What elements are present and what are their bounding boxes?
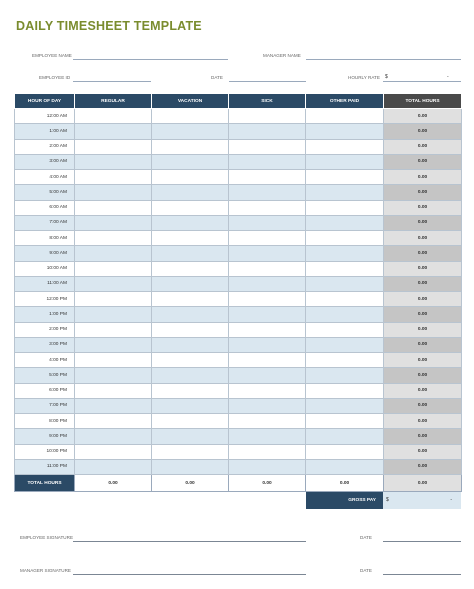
hour-cell: 10:00 AM (15, 261, 75, 276)
hour-cell: 4:00 PM (15, 353, 75, 368)
vacation-input-cell[interactable] (152, 139, 229, 154)
gross-pay-field (383, 492, 461, 509)
regular-input-cell[interactable] (75, 200, 152, 215)
regular-input-cell[interactable] (75, 398, 152, 413)
regular-input-cell[interactable] (75, 322, 152, 337)
employee-signature-label: EMPLOYEE SIGNATURE (20, 535, 74, 540)
other-paid-input-cell[interactable] (306, 124, 384, 139)
table-row (15, 261, 462, 276)
sick-input-cell[interactable] (229, 444, 306, 459)
row-total-cell: 0.00 (384, 170, 462, 185)
table-row (15, 398, 462, 413)
hour-cell: 6:00 AM (15, 200, 75, 215)
employee-signature-field[interactable] (73, 541, 306, 542)
regular-input-cell[interactable] (75, 261, 152, 276)
table-row (15, 109, 462, 124)
row-total-cell: 0.00 (384, 139, 462, 154)
hour-cell: 8:00 AM (15, 231, 75, 246)
regular-input-cell[interactable] (75, 246, 152, 261)
hourly-rate-field[interactable] (383, 81, 461, 82)
row-total-cell: 0.00 (384, 337, 462, 352)
other-paid-input-cell[interactable] (306, 353, 384, 368)
sick-input-cell[interactable] (229, 414, 306, 429)
hour-cell: 11:00 PM (15, 459, 75, 474)
table-row (15, 337, 462, 352)
sick-input-cell[interactable] (229, 185, 306, 200)
regular-input-cell[interactable] (75, 109, 152, 124)
vacation-input-cell[interactable] (152, 292, 229, 307)
row-total-cell: 0.00 (384, 307, 462, 322)
table-header-row (15, 94, 462, 109)
table-row (15, 124, 462, 139)
row-total-cell: 0.00 (384, 109, 462, 124)
column-header-sick: SICK (229, 94, 306, 109)
regular-input-cell[interactable] (75, 353, 152, 368)
row-total-cell: 0.00 (384, 398, 462, 413)
row-total-cell: 0.00 (384, 246, 462, 261)
table-row (15, 185, 462, 200)
gross-pay-value: - (450, 497, 452, 503)
other-paid-input-cell[interactable] (306, 170, 384, 185)
sick-input-cell[interactable] (229, 322, 306, 337)
other-paid-input-cell[interactable] (306, 200, 384, 215)
regular-input-cell[interactable] (75, 185, 152, 200)
hour-cell: 5:00 AM (15, 185, 75, 200)
vacation-input-cell[interactable] (152, 231, 229, 246)
table-row (15, 444, 462, 459)
regular-input-cell[interactable] (75, 139, 152, 154)
vacation-input-cell[interactable] (152, 368, 229, 383)
sick-input-cell[interactable] (229, 307, 306, 322)
sick-input-cell[interactable] (229, 398, 306, 413)
other-paid-input-cell[interactable] (306, 322, 384, 337)
table-row (15, 368, 462, 383)
column-header-vacation: VACATION (152, 94, 229, 109)
hour-cell: 12:00 PM (15, 292, 75, 307)
row-total-cell: 0.00 (384, 124, 462, 139)
regular-input-cell[interactable] (75, 444, 152, 459)
vacation-input-cell[interactable] (152, 276, 229, 291)
table-row (15, 276, 462, 291)
vacation-input-cell[interactable] (152, 444, 229, 459)
regular-input-cell[interactable] (75, 414, 152, 429)
sick-input-cell[interactable] (229, 109, 306, 124)
column-header-hour: HOUR OF DAY (15, 94, 75, 109)
other-paid-input-cell[interactable] (306, 276, 384, 291)
regular-input-cell[interactable] (75, 154, 152, 169)
row-total-cell: 0.00 (384, 459, 462, 474)
table-row (15, 292, 462, 307)
vacation-input-cell[interactable] (152, 398, 229, 413)
vacation-input-cell[interactable] (152, 154, 229, 169)
sick-input-cell[interactable] (229, 276, 306, 291)
regular-input-cell[interactable] (75, 337, 152, 352)
row-total-cell: 0.00 (384, 231, 462, 246)
table-row (15, 200, 462, 215)
hour-cell: 5:00 PM (15, 368, 75, 383)
vacation-input-cell[interactable] (152, 307, 229, 322)
hour-cell: 3:00 AM (15, 154, 75, 169)
hour-cell: 9:00 AM (15, 246, 75, 261)
hour-cell: 1:00 PM (15, 307, 75, 322)
employee-id-label: EMPLOYEE ID (39, 75, 71, 80)
hour-cell: 9:00 PM (15, 429, 75, 444)
regular-input-cell[interactable] (75, 459, 152, 474)
total-other-paid: 0.00 (306, 475, 384, 492)
manager-name-field[interactable] (306, 59, 461, 60)
sick-input-cell[interactable] (229, 124, 306, 139)
column-header-total-hours: TOTAL HOURS (384, 94, 462, 109)
row-total-cell: 0.00 (384, 292, 462, 307)
hour-cell: 2:00 AM (15, 139, 75, 154)
regular-input-cell[interactable] (75, 292, 152, 307)
hourly-rate-currency: $ (385, 74, 388, 80)
regular-input-cell[interactable] (75, 429, 152, 444)
row-total-cell: 0.00 (384, 414, 462, 429)
table-row (15, 459, 462, 474)
sick-input-cell[interactable] (229, 200, 306, 215)
hour-cell: 2:00 PM (15, 322, 75, 337)
table-row (15, 307, 462, 322)
vacation-input-cell[interactable] (152, 322, 229, 337)
other-paid-input-cell[interactable] (306, 398, 384, 413)
table-row (15, 170, 462, 185)
other-paid-input-cell[interactable] (306, 139, 384, 154)
regular-input-cell[interactable] (75, 307, 152, 322)
other-paid-input-cell[interactable] (306, 444, 384, 459)
manager-signature-date-field[interactable] (383, 574, 461, 575)
hour-cell: 7:00 AM (15, 215, 75, 230)
hour-cell: 1:00 AM (15, 124, 75, 139)
vacation-input-cell[interactable] (152, 429, 229, 444)
total-hours-grand: 0.00 (384, 475, 462, 492)
other-paid-input-cell[interactable] (306, 459, 384, 474)
hour-cell: 6:00 PM (15, 383, 75, 398)
vacation-input-cell[interactable] (152, 200, 229, 215)
regular-input-cell[interactable] (75, 368, 152, 383)
other-paid-input-cell[interactable] (306, 185, 384, 200)
regular-input-cell[interactable] (75, 124, 152, 139)
total-vacation: 0.00 (152, 475, 229, 492)
vacation-input-cell[interactable] (152, 109, 229, 124)
sick-input-cell[interactable] (229, 261, 306, 276)
sick-input-cell[interactable] (229, 246, 306, 261)
hour-cell: 10:00 PM (15, 444, 75, 459)
sick-input-cell[interactable] (229, 231, 306, 246)
row-total-cell: 0.00 (384, 185, 462, 200)
gross-pay-currency: $ (386, 497, 389, 503)
other-paid-input-cell[interactable] (306, 109, 384, 124)
row-total-cell: 0.00 (384, 154, 462, 169)
other-paid-input-cell[interactable] (306, 154, 384, 169)
hour-cell: 11:00 AM (15, 276, 75, 291)
regular-input-cell[interactable] (75, 383, 152, 398)
other-paid-input-cell[interactable] (306, 261, 384, 276)
other-paid-input-cell[interactable] (306, 368, 384, 383)
employee-id-field[interactable] (73, 81, 151, 82)
hour-cell: 7:00 PM (15, 398, 75, 413)
table-row (15, 215, 462, 230)
other-paid-input-cell[interactable] (306, 337, 384, 352)
gross-pay-label: GROSS PAY (306, 492, 383, 509)
vacation-input-cell[interactable] (152, 383, 229, 398)
sick-input-cell[interactable] (229, 368, 306, 383)
row-total-cell: 0.00 (384, 383, 462, 398)
totals-row (15, 475, 462, 492)
other-paid-input-cell[interactable] (306, 215, 384, 230)
table-row (15, 353, 462, 368)
hour-cell: 12:00 AM (15, 109, 75, 124)
employee-name-field[interactable] (73, 59, 228, 60)
sick-input-cell[interactable] (229, 292, 306, 307)
column-header-other-paid: OTHER PAID (306, 94, 384, 109)
vacation-input-cell[interactable] (152, 215, 229, 230)
other-paid-input-cell[interactable] (306, 307, 384, 322)
timesheet-table (14, 93, 462, 492)
row-total-cell: 0.00 (384, 429, 462, 444)
manager-signature-date-label: DATE (360, 568, 372, 573)
vacation-input-cell[interactable] (152, 170, 229, 185)
date-label: DATE (211, 75, 223, 80)
row-total-cell: 0.00 (384, 215, 462, 230)
sick-input-cell[interactable] (229, 154, 306, 169)
regular-input-cell[interactable] (75, 215, 152, 230)
hour-cell: 3:00 PM (15, 337, 75, 352)
vacation-input-cell[interactable] (152, 185, 229, 200)
date-field[interactable] (229, 81, 306, 82)
other-paid-input-cell[interactable] (306, 414, 384, 429)
sick-input-cell[interactable] (229, 337, 306, 352)
vacation-input-cell[interactable] (152, 124, 229, 139)
vacation-input-cell[interactable] (152, 261, 229, 276)
sick-input-cell[interactable] (229, 139, 306, 154)
vacation-input-cell[interactable] (152, 414, 229, 429)
manager-signature-field[interactable] (73, 574, 306, 575)
other-paid-input-cell[interactable] (306, 383, 384, 398)
totals-label: TOTAL HOURS (15, 475, 75, 492)
total-regular: 0.00 (75, 475, 152, 492)
table-row (15, 383, 462, 398)
page-title: DAILY TIMESHEET TEMPLATE (16, 19, 202, 33)
row-total-cell: 0.00 (384, 368, 462, 383)
manager-name-label: MANAGER NAME (263, 53, 301, 58)
employee-signature-date-field[interactable] (383, 541, 461, 542)
table-row (15, 246, 462, 261)
vacation-input-cell[interactable] (152, 246, 229, 261)
table-row (15, 322, 462, 337)
hourly-rate-label: HOURLY RATE (348, 75, 380, 80)
sick-input-cell[interactable] (229, 353, 306, 368)
row-total-cell: 0.00 (384, 200, 462, 215)
table-row (15, 139, 462, 154)
total-sick: 0.00 (229, 475, 306, 492)
sick-input-cell[interactable] (229, 459, 306, 474)
row-total-cell: 0.00 (384, 261, 462, 276)
other-paid-input-cell[interactable] (306, 292, 384, 307)
other-paid-input-cell[interactable] (306, 231, 384, 246)
employee-name-label: EMPLOYEE NAME (32, 53, 72, 58)
vacation-input-cell[interactable] (152, 353, 229, 368)
other-paid-input-cell[interactable] (306, 246, 384, 261)
other-paid-input-cell[interactable] (306, 429, 384, 444)
regular-input-cell[interactable] (75, 276, 152, 291)
vacation-input-cell[interactable] (152, 459, 229, 474)
row-total-cell: 0.00 (384, 353, 462, 368)
table-row (15, 231, 462, 246)
row-total-cell: 0.00 (384, 276, 462, 291)
sick-input-cell[interactable] (229, 383, 306, 398)
hour-cell: 8:00 PM (15, 414, 75, 429)
table-row (15, 414, 462, 429)
row-total-cell: 0.00 (384, 322, 462, 337)
manager-signature-label: MANAGER SIGNATURE (20, 568, 71, 573)
table-row (15, 154, 462, 169)
sick-input-cell[interactable] (229, 429, 306, 444)
regular-input-cell[interactable] (75, 170, 152, 185)
column-header-regular: REGULAR (75, 94, 152, 109)
hourly-rate-value: - (447, 74, 449, 80)
sick-input-cell[interactable] (229, 170, 306, 185)
table-row (15, 429, 462, 444)
row-total-cell: 0.00 (384, 444, 462, 459)
employee-signature-date-label: DATE (360, 535, 372, 540)
hour-cell: 4:00 AM (15, 170, 75, 185)
vacation-input-cell[interactable] (152, 337, 229, 352)
sick-input-cell[interactable] (229, 215, 306, 230)
regular-input-cell[interactable] (75, 231, 152, 246)
